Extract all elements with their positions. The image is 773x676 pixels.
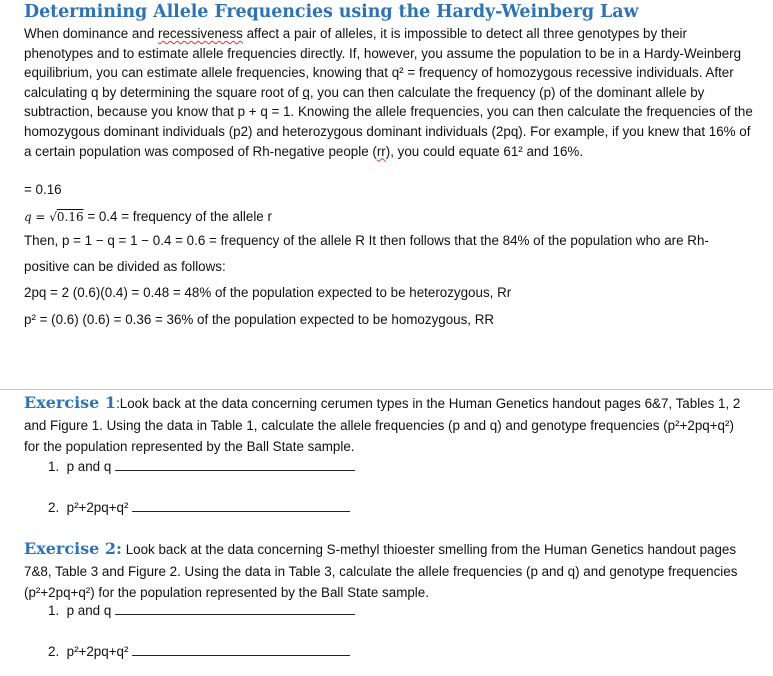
sqrt-equation-line xyxy=(24,209,272,224)
spellcheck-word-rr: rr xyxy=(376,143,386,159)
answer-line-genotype[interactable] xyxy=(132,643,350,656)
item-number: 2. xyxy=(48,644,60,659)
then-line: Then, p = 1 − q = 1 − 0.4 = 0.6 = frequency of the allele R It then follows that the 84% of the population who are Rh- xyxy=(24,233,709,248)
item-label: p²+2pq+q² xyxy=(66,644,129,659)
sqrt-icon: √ xyxy=(49,210,57,224)
item-number: 1. xyxy=(48,603,60,618)
item-label: p²+2pq+q² xyxy=(66,500,129,515)
item-number: 2. xyxy=(48,500,60,515)
spellcheck-word-recessiveness: recessiveness xyxy=(158,26,243,41)
exercise-1-item-1 xyxy=(48,458,355,474)
intro-text-1: When dominance and xyxy=(24,26,158,41)
item-label: p and q xyxy=(66,459,112,474)
answer-line-p-q[interactable] xyxy=(115,458,355,471)
exercise-2-item-2 xyxy=(48,643,350,659)
homozygous-line: p² = (0.6) (0.6) = 0.36 = 36% of the population expected to be homozygous, RR xyxy=(24,312,495,327)
exercise-1-heading: Exercise 1 xyxy=(24,393,117,412)
page-title: Determining Allele Frequencies using the Hardy-Weinberg Law xyxy=(24,2,639,22)
intro-text-4: ), you could equate 61² and 16%. xyxy=(385,143,584,159)
q-underlined: q, xyxy=(302,84,314,100)
exercise-1-text: :Look back at the data concerning cerumen types in the Human Genetics handout pages 6&7, Tables 1, 2 and Figure 1. Using the data in Table 1, calculate the allele frequencies (p and q) and genotype frequencies (p²+2pq+q²) for the population represented by the Ball State sample. xyxy=(24,396,741,454)
item-label: p and q xyxy=(66,603,112,618)
section-divider xyxy=(0,389,773,390)
exercise-2-block xyxy=(24,538,752,604)
positive-line: positive can be divided as follows: xyxy=(24,259,226,274)
exercise-2-text: Look back at the data concerning S-methyl thioester smelling from the Human Genetics handout pages 7&8, Table 3 and Figure 2. Using the data in Table 3, calculate the allele frequencies (p and q) and genotype frequencies (p²+2pq+q²) for the population represented by the Ball State sample. xyxy=(24,542,738,600)
equals-sign: = xyxy=(35,210,46,224)
intro-text-2: affect a pair of alleles, it is impossible to detect all three genotypes by their phenotypes and to estimate allele frequencies directly. If, however, you assume the population to be in a Hardy-Weinberg equilibrium, you can estimate allele frequencies, knowing that q² = frequency of homozygous recessive individuals. After calculating q by determining the square root of xyxy=(24,26,742,100)
exercise-1-block xyxy=(24,392,752,458)
exercise-1-item-2 xyxy=(48,499,350,515)
exercise-2-item-1 xyxy=(48,602,355,618)
answer-line-p-q[interactable] xyxy=(115,602,355,615)
answer-line-genotype[interactable] xyxy=(132,499,350,512)
item-number: 1. xyxy=(48,459,60,474)
radicand: 0.16 xyxy=(56,210,84,224)
exercise-2-heading: Exercise 2: xyxy=(24,539,122,558)
heterozygous-line: 2pq = 2 (0.6)(0.4) = 0.48 = 48% of the population expected to be heterozygous, Rr xyxy=(24,285,512,300)
equals-016-line: = 0.16 xyxy=(24,182,62,197)
square-root-expression xyxy=(49,210,83,224)
sqrt-result-text: = 0.4 = frequency of the allele r xyxy=(83,209,272,224)
q-variable: q xyxy=(24,210,32,224)
intro-paragraph xyxy=(24,24,754,161)
intro-text-3: you can then calculate the frequency (p) of the dominant allele by subtraction, because you know that p + q = 1. Knowing the allele frequencies, you can then calculate the frequencies of the homozygous dominant individuals (p2) and heterozygous dominant individuals (2pq). For example, if you knew that 16% of a certain population was composed of Rh-negative people ( xyxy=(24,84,753,159)
